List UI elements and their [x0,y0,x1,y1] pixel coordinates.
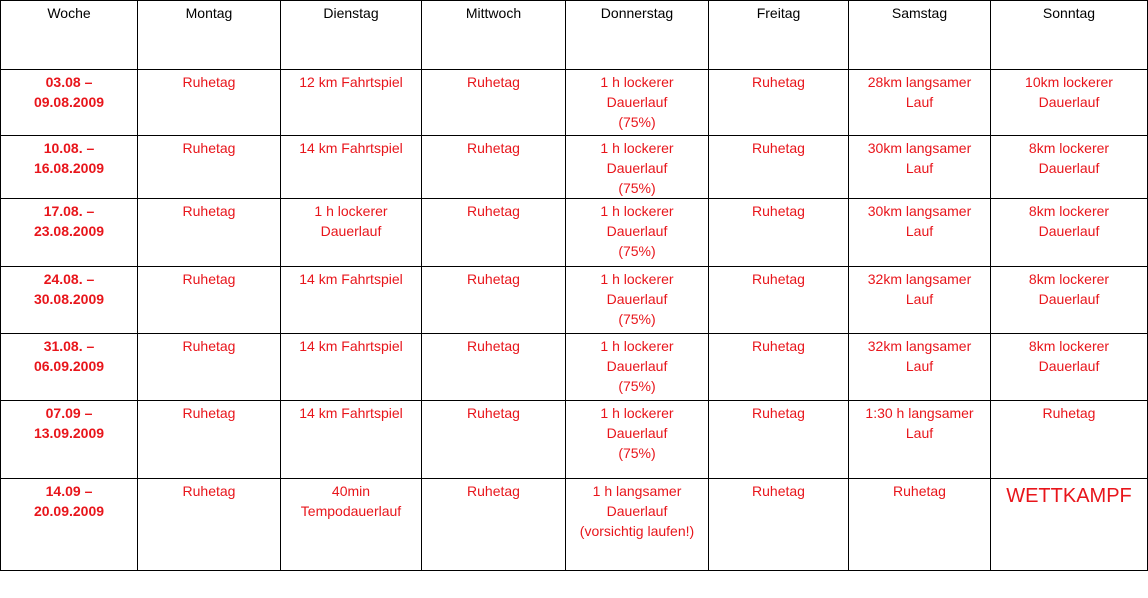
day-cell-dienstag [281,401,422,479]
workout-line: Ruhetag [467,271,520,287]
workout-line: 32km langsamer [867,338,972,354]
workout-line: Dauerlauf [606,358,668,374]
day-cell-dienstag [281,136,422,199]
workout-line: Ruhetag [467,203,520,219]
workout-line: 1:30 h langsamer [865,405,974,421]
day-cell-donnerstag [566,479,709,571]
workout-line: 8km lockerer [1028,338,1110,354]
day-cell-samstag [849,199,991,267]
workout-line: (75%) [618,114,656,130]
workout-line: Ruhetag [182,74,236,90]
week-cell [1,334,138,401]
workout-line: Lauf [905,94,934,110]
workout-line: Ruhetag [182,405,236,421]
workout-line: 32km langsamer [867,271,972,287]
workout-line: Ruhetag [182,203,236,219]
workout-line: (75%) [618,445,656,461]
day-cell-samstag [849,479,991,571]
day-cell-mittwoch [422,401,566,479]
header-montag: Montag [138,1,281,70]
workout-line: Dauerlauf [606,160,668,176]
day-cell-montag [138,199,281,267]
workout-line: 1 h lockerer [600,338,674,354]
week-range-line: 16.08.2009 [33,160,105,176]
workout-line: Dauerlauf [320,223,382,239]
workout-line: Dauerlauf [1038,291,1100,307]
workout-line: 1 h lockerer [600,271,674,287]
week-range-line: 20.09.2009 [33,503,105,519]
workout-line: Dauerlauf [606,425,668,441]
workout-line: Dauerlauf [1038,160,1100,176]
table-row [1,199,1148,267]
header-woche: Woche [1,1,138,70]
workout-line: 8km lockerer [1028,140,1110,156]
workout-line: Ruhetag [752,74,805,90]
week-range-line: 07.09 – [45,405,93,421]
day-cell-mittwoch [422,267,566,334]
week-range-line: 10.08. – [43,140,95,156]
workout-line: 1 h lockerer [600,74,674,90]
day-cell-samstag [849,70,991,136]
workout-line: 1 h lockerer [600,140,674,156]
week-range-line: 13.09.2009 [33,425,105,441]
day-cell-mittwoch [422,70,566,136]
header-dienstag: Dienstag [281,1,422,70]
workout-line: 12 km Fahrtspiel [299,74,403,90]
workout-line: Ruhetag [1042,405,1096,421]
table-row [1,401,1148,479]
workout-line: Lauf [905,425,934,441]
workout-line: Ruhetag [467,338,520,354]
workout-line: Ruhetag [182,271,236,287]
day-cell-mittwoch [422,199,566,267]
header-donnerstag: Donnerstag [566,1,709,70]
workout-line: 1 h lockerer [314,203,388,219]
workout-line: (75%) [618,180,656,196]
workout-line: 1 h langsamer [592,483,682,499]
week-range-line: 30.08.2009 [33,291,105,307]
day-cell-sonntag [991,136,1148,199]
header-samstag: Samstag [849,1,991,70]
workout-line: Ruhetag [752,203,805,219]
day-cell-dienstag [281,199,422,267]
workout-line: Ruhetag [182,140,236,156]
workout-line: (75%) [618,378,656,394]
header-row [1,1,1148,70]
workout-line: Ruhetag [752,338,805,354]
workout-line: (75%) [618,243,656,259]
day-cell-montag [138,334,281,401]
week-range-line: 23.08.2009 [33,223,105,239]
workout-line: WETTKAMPF [1006,485,1132,507]
day-cell-samstag [849,267,991,334]
week-range-line: 09.08.2009 [33,94,105,110]
week-range-line: 17.08. – [43,203,95,219]
workout-line: Ruhetag [182,483,236,499]
workout-line: 14 km Fahrtspiel [299,140,403,156]
day-cell-montag [138,401,281,479]
header-mittwoch: Mittwoch [422,1,566,70]
plan-body [1,70,1148,571]
day-cell-sonntag [991,70,1148,136]
day-cell-freitag [709,199,849,267]
day-cell-sonntag [991,401,1148,479]
week-cell [1,199,138,267]
day-cell-montag [138,70,281,136]
day-cell-donnerstag [566,401,709,479]
workout-line: Lauf [905,223,934,239]
week-range-line: 06.09.2009 [33,358,105,374]
day-cell-donnerstag [566,199,709,267]
week-cell [1,70,138,136]
day-cell-mittwoch [422,479,566,571]
workout-line: Dauerlauf [606,94,668,110]
workout-line: 1 h lockerer [600,203,674,219]
day-cell-dienstag [281,70,422,136]
workout-line: Dauerlauf [1038,94,1100,110]
workout-line: 8km lockerer [1028,203,1110,219]
week-cell [1,401,138,479]
week-cell [1,267,138,334]
table-row [1,136,1148,199]
workout-line: 30km langsamer [867,140,972,156]
day-cell-freitag [709,401,849,479]
day-cell-donnerstag [566,334,709,401]
workout-line: Dauerlauf [1038,358,1100,374]
day-cell-samstag [849,401,991,479]
day-cell-sonntag [991,334,1148,401]
day-cell-mittwoch [422,334,566,401]
day-cell-freitag [709,136,849,199]
day-cell-donnerstag [566,70,709,136]
workout-line: Dauerlauf [606,223,668,239]
day-cell-sonntag [991,479,1148,571]
week-range-line: 14.09 – [45,483,93,499]
workout-line: 14 km Fahrtspiel [299,271,403,287]
day-cell-donnerstag [566,267,709,334]
day-cell-freitag [709,267,849,334]
workout-line: 10km lockerer [1025,74,1113,90]
day-cell-freitag [709,479,849,571]
workout-line: 14 km Fahrtspiel [299,338,403,354]
workout-line: Ruhetag [467,74,520,90]
workout-line: Ruhetag [752,483,805,499]
table-row [1,267,1148,334]
workout-line: 14 km Fahrtspiel [299,405,403,421]
workout-line: 28km langsamer [867,74,972,90]
day-cell-montag [138,479,281,571]
week-range-line: 31.08. – [43,338,95,354]
workout-line: 8km lockerer [1028,271,1110,287]
day-cell-freitag [709,70,849,136]
day-cell-donnerstag [566,136,709,199]
workout-line: Dauerlauf [606,503,668,519]
day-cell-sonntag [991,267,1148,334]
day-cell-freitag [709,334,849,401]
workout-line: 40min [331,483,371,499]
workout-line: Lauf [905,160,934,176]
week-range-line: 03.08 – [45,74,93,90]
day-cell-dienstag [281,267,422,334]
workout-line: Ruhetag [467,405,520,421]
table-row [1,70,1148,136]
workout-line: Ruhetag [467,140,520,156]
workout-line: Ruhetag [752,405,805,421]
day-cell-montag [138,267,281,334]
workout-line: (75%) [618,311,656,327]
workout-line: Ruhetag [467,483,520,499]
day-cell-dienstag [281,334,422,401]
workout-line: Ruhetag [893,483,946,499]
header-sonntag: Sonntag [991,1,1148,70]
workout-line: Ruhetag [182,338,236,354]
day-cell-montag [138,136,281,199]
day-cell-samstag [849,136,991,199]
workout-line: Ruhetag [752,140,805,156]
week-cell [1,136,138,199]
day-cell-samstag [849,334,991,401]
workout-line: Dauerlauf [1038,223,1100,239]
table-row [1,334,1148,401]
workout-line: (vorsichtig laufen!) [579,523,695,539]
week-cell [1,479,138,571]
week-range-line: 24.08. – [43,271,95,287]
workout-line: Lauf [905,291,934,307]
workout-line: Dauerlauf [606,291,668,307]
day-cell-sonntag [991,199,1148,267]
workout-line: Lauf [905,358,934,374]
day-cell-dienstag [281,479,422,571]
workout-line: Tempodauerlauf [300,503,402,519]
workout-line: 1 h lockerer [600,405,674,421]
table-row [1,479,1148,571]
workout-line: 30km langsamer [867,203,972,219]
day-cell-mittwoch [422,136,566,199]
header-freitag: Freitag [709,1,849,70]
workout-line: Ruhetag [752,271,805,287]
